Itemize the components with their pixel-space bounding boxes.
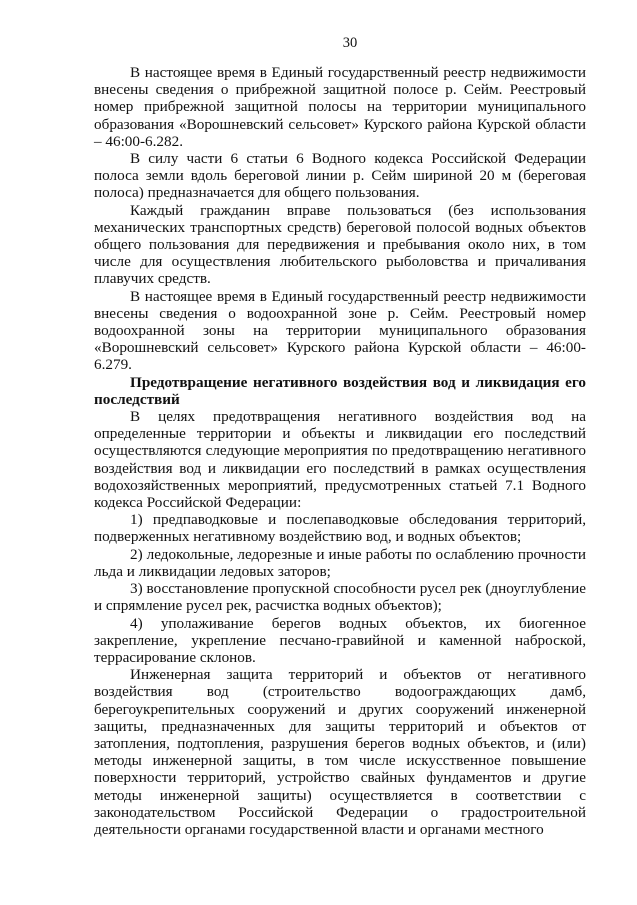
section-heading: Предотвращение негативного воздействия вод и ликвидация его последствий [94,373,586,408]
paragraph-shore-strip-law: В силу части 6 статьи 6 Водного кодекса Российской Федерации полоса земли вдоль береговой линии р. Сейм шириной 20 м (береговая полоса) предназначается для общего пользования. [94,150,586,202]
paragraph-water-protection-zone: В настоящее время в Единый государственный реестр недвижимости внесены сведения о водоохранной зоне р. Сейм. Реестровый номер водоохранной зоны на территории муниципального образования «Ворошневский сельсовет» Курского района Курской области – 46:00-6.279. [94,287,586,374]
page-number: 30 [342,35,358,51]
document-body [94,64,586,838]
measure-item: 1) предпаводковые и послепаводковые обследования территорий, подверженных негативному воздействию вод, и водных объектов; [94,511,586,546]
section-intro: В целях предотвращения негативного воздействия вод на определенные территории и объекты и ликвидации его последствий осуществляются следующие мероприятия по предотвращению негативного воздействия вод и ликвидации его последствий в рамках осуществления водохозяйственных мероприятий, предусмотренных статьей 7.1 Водного кодекса Российской Федерации: [94,408,586,512]
paragraph-engineering-protection: Инженерная защита территорий и объектов от негативного воздействия вод (строительство водоограждающих дамб, берегоукрепительных сооружений и других сооружений инженерной защиты, предназначенных для защиты территорий и объектов от затопления, подтопления, разрушения берегов водных объектов, и (или) методы инженерной защиты, в том числе искусственное повышение поверхности территорий, устройство свайных фундаментов и другие методы инженерной защиты) осуществляется в соответствии с законодательством Российской Федерации о градостроительной деятельности органами государственной власти и органами местного [94,666,586,838]
measure-item: 4) уполаживание берегов водных объектов, их биогенное закрепление, укрепление песчано-гравийной и каменной наброской, террасирование склонов. [94,614,586,666]
paragraph-coastal-strip-registry: В настоящее время в Единый государственный реестр недвижимости внесены сведения о прибрежной защитной полосе р. Сейм. Реестровый номер прибрежной защитной полосы на территории муниципального образования «Ворошневский сельсовет» Курского района Курской области – 46:00-6.282. [94,64,586,150]
paragraph-citizen-rights: Каждый гражданин вправе пользоваться (без использования механических транспортных средств) береговой полосой водных объектов общего пользования для передвижения и пребывания около них, в том числе для осуществления любительского рыболовства и причаливания плавучих средств. [94,201,586,288]
measure-item: 2) ледокольные, ледорезные и иные работы по ослаблению прочности льда и ликвидации ледовых заторов; [94,545,586,580]
measure-item: 3) восстановление пропускной способности русел рек (дноуглубление и спрямление русел рек, расчистка водных объектов); [94,580,586,615]
